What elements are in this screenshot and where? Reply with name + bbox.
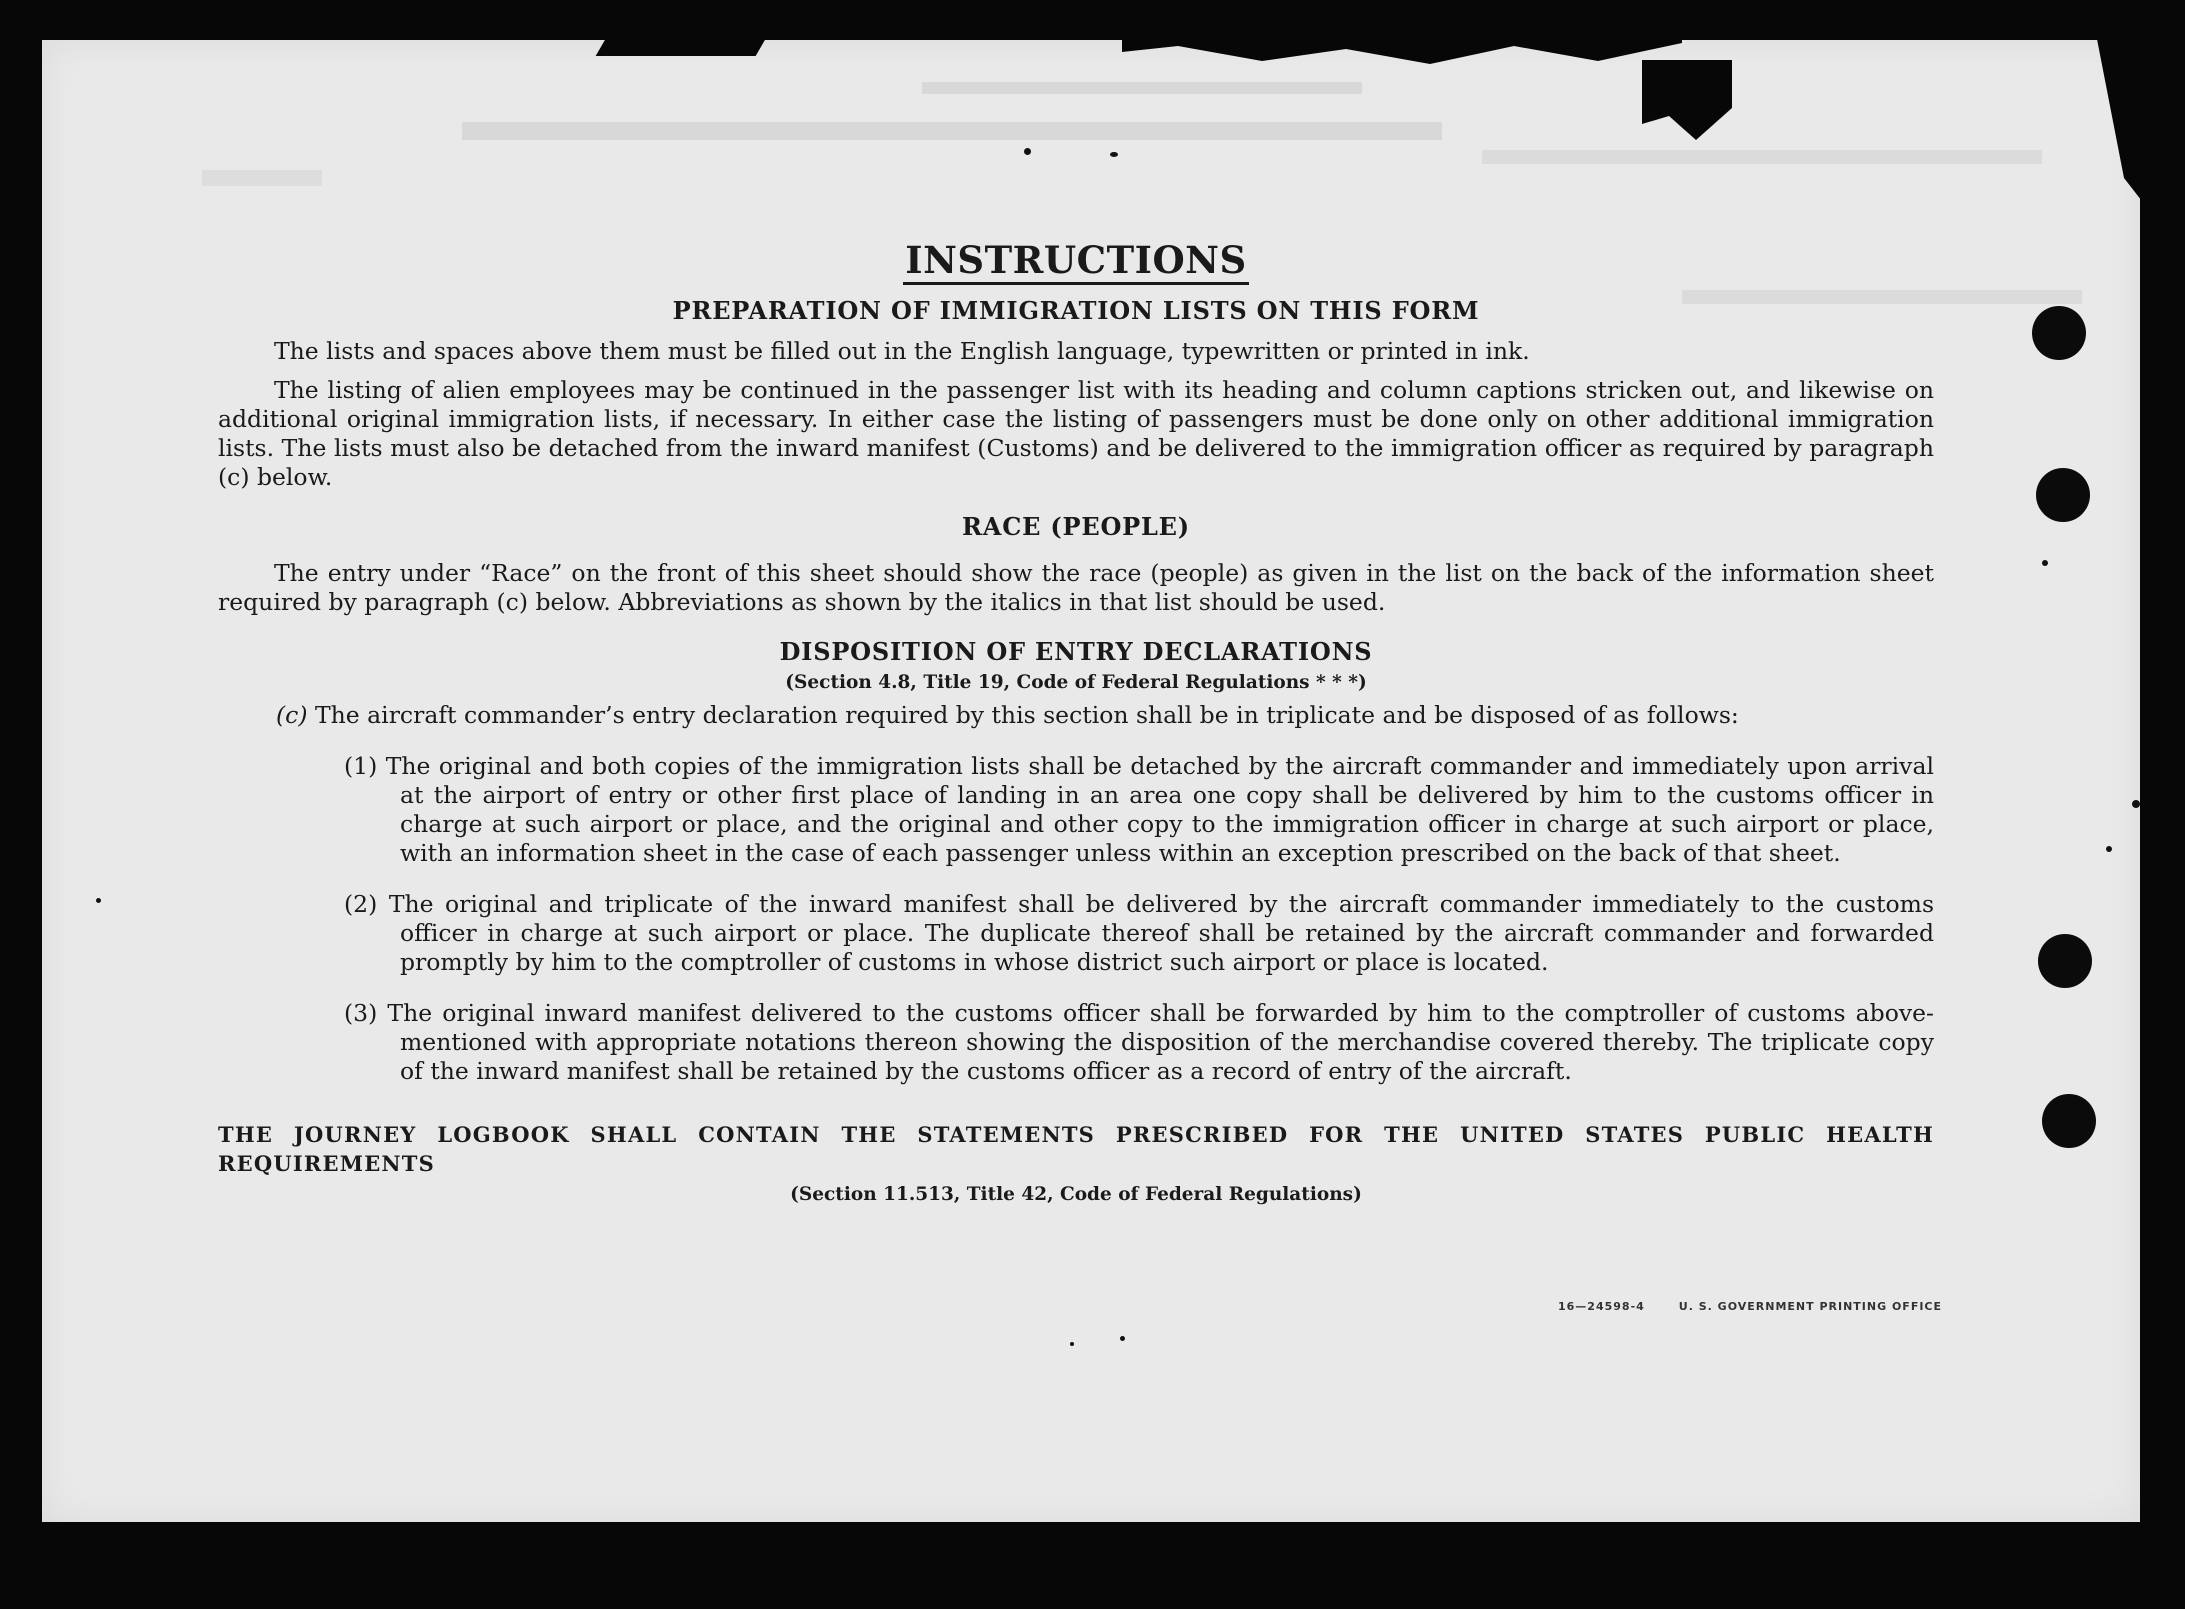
- speck: [2106, 846, 2112, 852]
- disposition-item: [218, 999, 1934, 1086]
- section-heading-immigration: PREPARATION OF IMMIGRATION LISTS ON THIS FORM: [672, 296, 1480, 325]
- speck: [2042, 560, 2048, 566]
- printer-imprint: [1558, 1300, 1942, 1313]
- immigration-para-2: The listing of alien employees may be continued in the passenger list with its heading and column captions stricken out, and likewise on additional original immigration lists, if necessary. In either case the listing of passengers must be done only on other additional immigration lists. The lists must also be detached from the inward manifest (Customs) and be delivered to the immigration officer as required by paragraph (c) below.: [218, 376, 1934, 491]
- section-heading-disposition: DISPOSITION OF ENTRY DECLARATIONS: [779, 637, 1373, 666]
- page-title: [218, 238, 1934, 282]
- torn-edge: [1122, 34, 1682, 64]
- paragraph-c-text: The aircraft commander’s entry declaration required by this section shall be in triplicate and be disposed of as follows:: [314, 701, 1739, 729]
- speck: [1110, 152, 1118, 157]
- item-text: The original and triplicate of the inward manifest shall be delivered by the aircraft commander immediately to the customs officer in charge at such airport or place. The duplicate thereof shall be retained by the aircraft commander and forwarded promptly by him to the comptroller of customs in whose district such airport or place is located.: [388, 890, 1935, 976]
- punch-hole: [2032, 306, 2086, 360]
- punch-hole: [2036, 468, 2090, 522]
- speck: [1120, 1336, 1125, 1341]
- speck: [2132, 800, 2140, 808]
- form-number: 16—24598-4: [1558, 1300, 1645, 1313]
- bleed-through-text: [202, 170, 322, 186]
- disposition-item: [218, 752, 1934, 868]
- bleed-through-text: [922, 82, 1362, 94]
- immigration-para-1: The lists and spaces above them must be filled out in the English language, typewritten or printed in ink.: [274, 337, 1530, 365]
- torn-edge: [2082, 34, 2152, 214]
- disposition-item: [218, 890, 1934, 977]
- item-text: The original and both copies of the immigration lists shall be detached by the aircraft commander and immediately upon arrival at the airport of entry or other first place of landing in an area one copy shall be delivered by him to the customs officer in charge at such airport or place, and the original and other copy to the immigration officer in charge at such airport or place, with an information sheet in the case of each passenger unless within an exception prescribed on the back of that sheet.: [385, 752, 1934, 867]
- bleed-through-text: [1482, 150, 2042, 164]
- torn-edge: [1642, 60, 1732, 140]
- speck: [1070, 1342, 1074, 1346]
- speck: [1024, 148, 1031, 155]
- paragraph-c-label: (c): [276, 701, 308, 729]
- speck: [96, 898, 101, 903]
- page-title-text: INSTRUCTIONS: [903, 238, 1248, 285]
- bleed-through-text: [462, 122, 1442, 140]
- torn-edge: [596, 34, 769, 56]
- paragraph-c: [218, 701, 1934, 730]
- race-para: The entry under “Race” on the front of this sheet should show the race (people) as given in the list on the back of the information sheet required by paragraph (c) below. Abbreviations as shown by the italics in that list should be used.: [218, 559, 1934, 616]
- punch-hole: [2038, 934, 2092, 988]
- item-text: The original inward manifest delivered to the customs officer shall be forwarded by him to the comptroller of customs above-mentioned with appropriate notations thereon showing the disposition of the merchandise covered thereby. The triplicate copy of the inward manifest shall be retained by the customs officer as a record of entry of the aircraft.: [387, 999, 1934, 1085]
- punch-hole: [2042, 1094, 2096, 1148]
- disposition-citation: (Section 4.8, Title 19, Code of Federal Regulations * * *): [785, 672, 1367, 693]
- public-health-citation: (Section 11.513, Title 42, Code of Federal Regulations): [790, 1184, 1362, 1205]
- section-heading-race: RACE (PEOPLE): [962, 512, 1190, 541]
- item-number: (3): [344, 999, 378, 1027]
- printing-office: U. S. GOVERNMENT PRINTING OFFICE: [1678, 1300, 1943, 1313]
- item-number: (2): [344, 890, 378, 918]
- instructions-content: [218, 238, 1934, 1213]
- public-health-notice: THE JOURNEY LOGBOOK SHALL CONTAIN THE STATEMENTS PRESCRIBED FOR THE UNITED STATES PUBLIC HEALTH REQUIREMENTS: [218, 1122, 1934, 1176]
- item-number: (1): [344, 752, 378, 780]
